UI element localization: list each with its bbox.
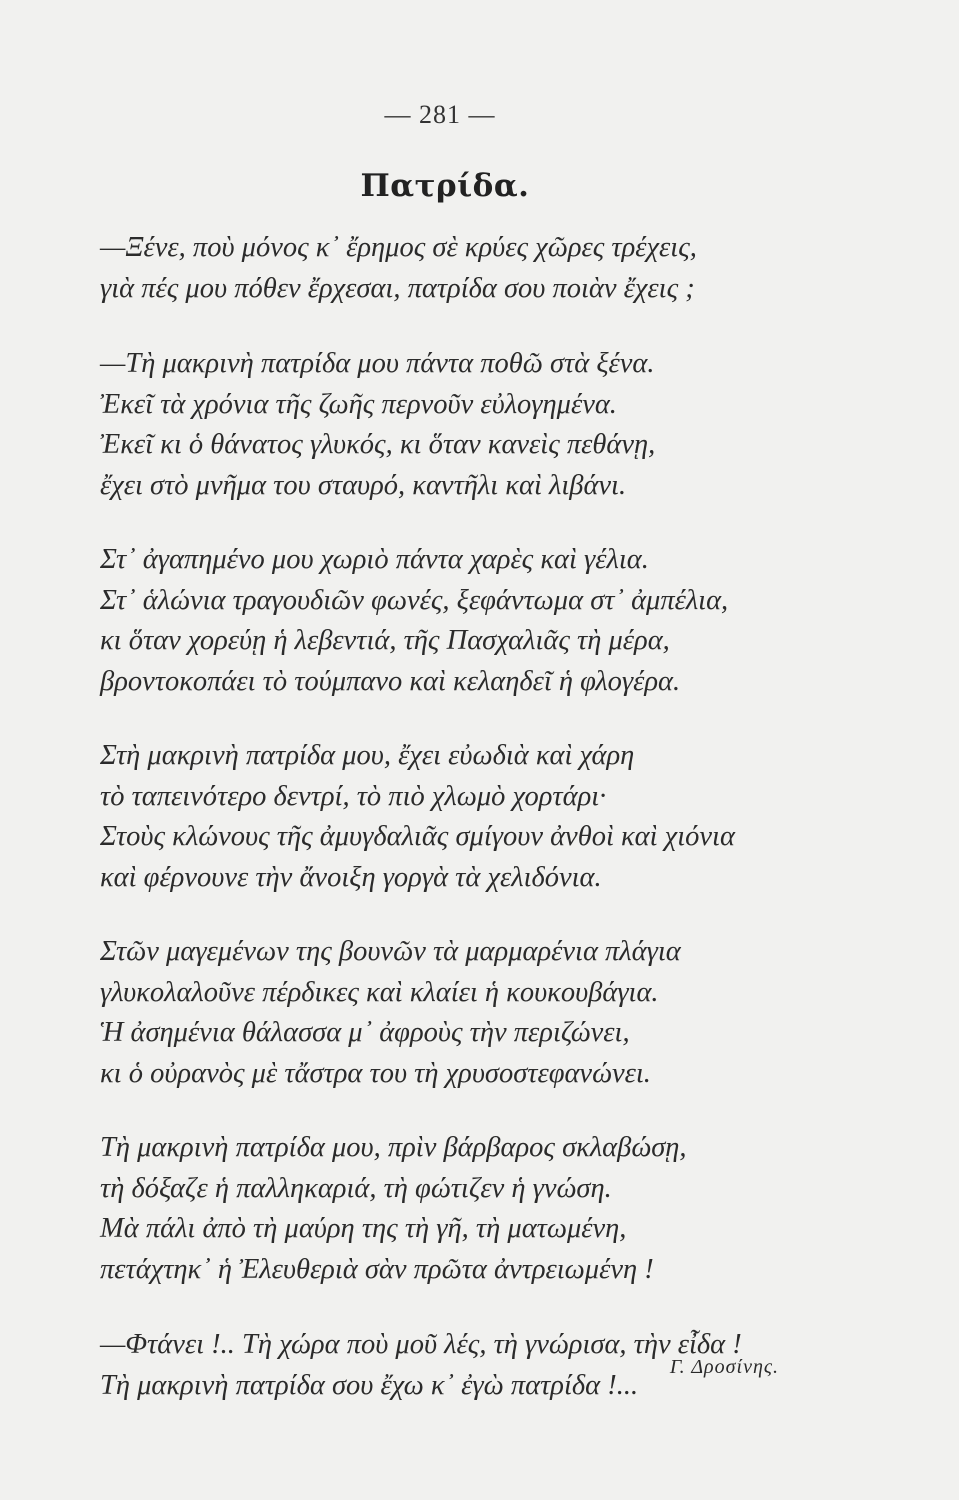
poem-line: Τὴ μακρινὴ πατρίδα μου, πρὶν βάρβαρος σκλαβώσῃ, xyxy=(100,1132,687,1163)
poem-line: —Ξένε, ποὺ μόνος κ᾽ ἔρημος σὲ κρύες χῶρες τρέχεις, xyxy=(100,232,697,263)
poem-line: τὴ δόξαζε ἡ παλληκαριά, τὴ φώτιζεν ἡ γνώση. xyxy=(100,1172,612,1204)
poem-line: ἔχει στὸ μνῆμα του σταυρό, καντῆλι καὶ λιβάνι. xyxy=(100,469,627,501)
page-number: — 281 — xyxy=(384,100,496,129)
poem-title: Πατρίδα. xyxy=(360,168,530,204)
stanza-2 xyxy=(100,344,860,506)
poem-line: Στ᾽ ἀγαπημένο μου χωριὸ πάντα χαρὲς καὶ γέλια. xyxy=(100,544,649,575)
poem-line: Στὴ μακρινὴ πατρίδα μου, ἔχει εὐωδιὰ καὶ χάρη xyxy=(100,740,635,771)
poem-line: Στῶν μαγεμένων της βουνῶν τὰ μαρμαρένια πλάγια xyxy=(100,936,681,967)
poem-line: Στ᾽ ἁλώνια τραγουδιῶν φωνές, ξεφάντωμα στ᾽ ἀμπέλια, xyxy=(100,584,729,616)
poem-line: Ἡ ἀσημένια θάλασσα μ᾽ ἀφροὺς τὴν περιζώνει, xyxy=(100,1017,630,1048)
poem-line: κι ὅταν χορεύῃ ἡ λεβεντιά, τῆς Πασχαλιᾶς τὴ μέρα, xyxy=(100,625,670,656)
stanza-5 xyxy=(100,932,860,1094)
poem-line: πετάχτηκ᾽ ἡ Ἐλευθεριὰ σὰν πρῶτα ἀντρειωμένη ! xyxy=(100,1253,654,1285)
poem-line: —Τὴ μακρινὴ πατρίδα μου πάντα ποθῶ στὰ ξένα. xyxy=(100,348,655,379)
poem-line: γλυκολαλοῦνε πέρδικες καὶ κλαίει ἡ κουκουβάγια. xyxy=(100,976,659,1008)
stanza-3 xyxy=(100,540,860,702)
poem-line: Στοὺς κλώνους τῆς ἀμυγδαλιᾶς σμίγουν ἀνθοὶ καὶ χιόνια xyxy=(100,821,735,852)
author-signature: Γ. Δροσίνης. xyxy=(669,1356,779,1378)
poem-line: καὶ φέρνουνε τὴν ἄνοιξη γοργὰ τὰ χελιδόνια. xyxy=(100,861,602,893)
poem-line: βροντοκοπάει τὸ τούμπανο καὶ κελαηδεῖ ἡ φλογέρα. xyxy=(100,665,681,697)
poem-line: Ἐκεῖ τὰ χρόνια τῆς ζωῆς περνοῦν εὐλογημένα. xyxy=(100,388,617,420)
poem-line: κι ὁ οὐρανὸς μὲ τἄστρα του τὴ χρυσοστεφανώνει. xyxy=(100,1057,651,1089)
poem-line: Τὴ μακρινὴ πατρίδα σου ἔχω κ᾽ ἐγὼ πατρίδα !... xyxy=(100,1369,639,1401)
poem-line: Μὰ πάλι ἀπὸ τὴ μαύρη της τὴ γῆ, τὴ ματωμένη, xyxy=(100,1213,627,1244)
poem-body xyxy=(100,228,860,1406)
stanza-4 xyxy=(100,736,860,898)
stanza-6 xyxy=(100,1128,860,1290)
poem-line: Ἐκεῖ κι ὁ θάνατος γλυκός, κι ὅταν κανεὶς πεθάνῃ, xyxy=(100,429,656,460)
poem-line: γιὰ πές μου πόθεν ἔρχεσαι, πατρίδα σου ποιὰν ἔχεις ; xyxy=(100,272,695,304)
stanza-1 xyxy=(100,228,860,309)
poem-line: τὸ ταπεινότερο δεντρί, τὸ πιὸ χλωμὸ χορτάρι· xyxy=(100,780,607,812)
poem-line: —Φτάνει !.. Τὴ χώρα ποὺ μοῦ λές, τὴ γνώρισα, τὴν εἶδα ! xyxy=(100,1329,742,1360)
